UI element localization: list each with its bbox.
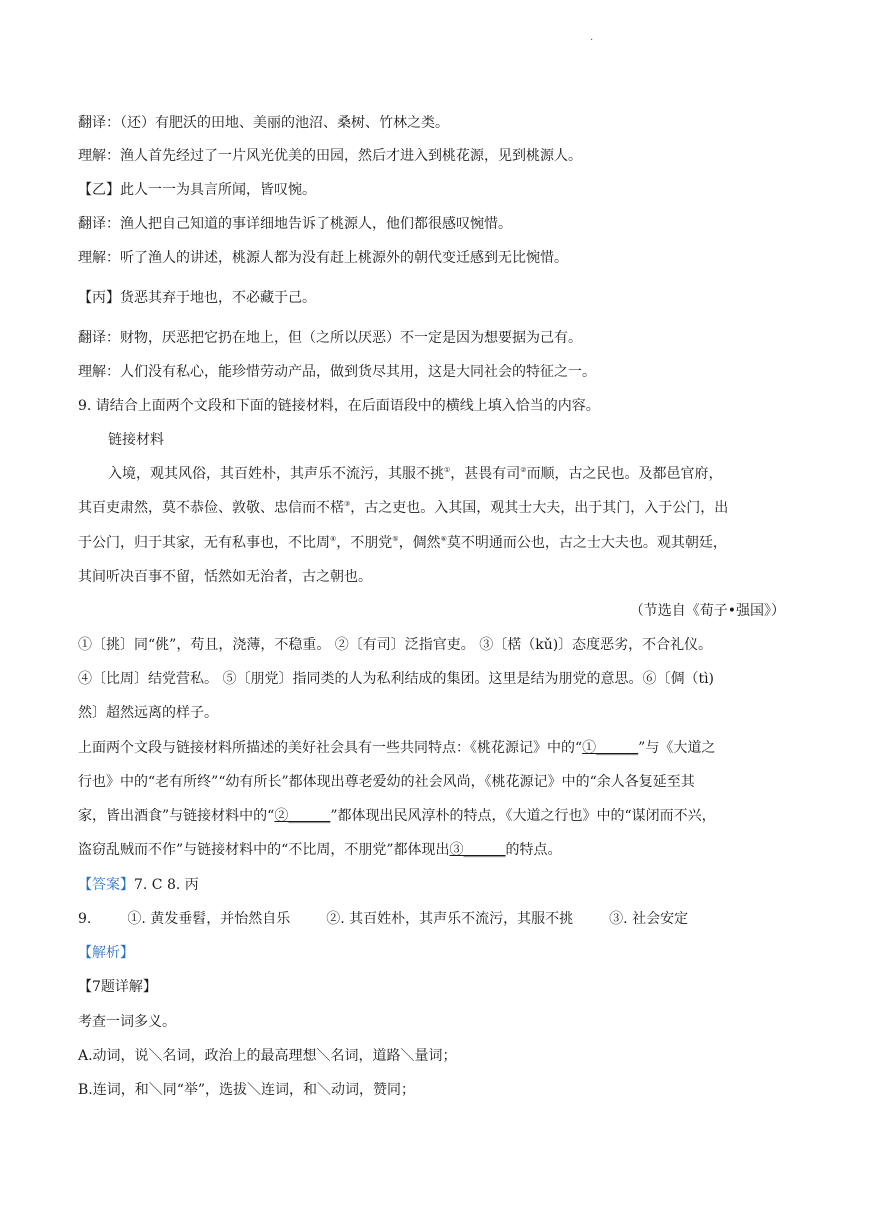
fill-paragraph-line-3: 家，皆出酒食”与链接材料中的“②______”都体现出民风淳朴的特点，《大道之行也》中的“谋闭而不兴， [78, 808, 716, 824]
answer-label: 【答案】 [78, 877, 134, 893]
answer-line [78, 875, 199, 895]
line-understanding-2: 理解：听了渔人的讲述，桃源人都为没有赶上桃源外的朝代变迁感到无比惋惜。 [78, 250, 568, 266]
question-9: 9. 请结合上面两个文段和下面的链接材料，在后面语段中的横线上填入恰当的内容。 [78, 398, 600, 414]
q7-line-3: B.连词，和＼同“举”，选拔＼连词，和＼动词，赞同； [78, 1082, 416, 1098]
footnote-ref-5: ⑤ [392, 535, 399, 543]
analysis-label: 【解析】 [78, 945, 134, 961]
line-yi-text: 【乙】此人一一为具言所闻，皆叹惋。 [78, 182, 316, 198]
passage-line-3: 于公门，归于其家，无有私事也，不比周④，不朋党⑤，倜然⑥莫不明通而公也，古之士大夫也。观其朝廷， [78, 535, 727, 551]
answer-text: 7. C 8. 丙 [134, 877, 199, 893]
blank-3[interactable]: ③______ [449, 842, 506, 858]
fill-paragraph-line-2: 行也》中的“老有所终”“幼有所长”都体现出尊老爱幼的社会风尚，《桃花源记》中的“余人各复延至其 [78, 774, 695, 790]
footnote-ref-2: ② [520, 466, 527, 474]
footnote-ref-1: ① [444, 466, 451, 474]
footnotes-line-2: ④〔比周〕结党营私。 ⑤〔朋党〕指同类的人为私利结成的集团。这里是结为朋党的意思。⑥〔倜（tì) [78, 671, 715, 687]
passage-line-1: 入境，观其风俗，其百姓朴，其声乐不流污，其服不挑①，甚畏有司②而顺，古之民也。及都邑官府， [108, 466, 723, 482]
footnote-ref-4: ④ [330, 535, 337, 543]
header-mark: . [590, 32, 594, 43]
passage-source: （节选自《荀子•强国》） [629, 603, 785, 619]
q7-line-2: A.动词，说＼名词，政治上的最高理想＼名词，道路＼量词； [78, 1048, 457, 1064]
footnotes-line-3: 然〕超然远离的样子。 [78, 705, 218, 721]
blank-2[interactable]: ②______ [274, 808, 331, 824]
passage-line-4: 其间听决百事不留，恬然如无治者，古之朝也。 [78, 569, 372, 585]
passage-line-2: 其百吏肃然，莫不恭俭、敦敬、忠信而不楛③，古之吏也。入其国，观其士大夫，出于其门，入于公门，出 [78, 500, 729, 516]
footnotes-line-1: ①〔挑〕同“佻”，苟且，浇薄，不稳重。 ②〔有司〕泛指官吏。 ③〔楛（kǔ)〕态度恶劣，不合礼仪。 [78, 637, 713, 653]
line-understanding-3: 理解：人们没有私心，能珍惜劳动产品，做到货尽其用，这是大同社会的特征之一。 [78, 364, 596, 380]
footnote-ref-6: ⑥ [440, 535, 447, 543]
q7-line-1: 考查一词多义。 [78, 1014, 176, 1030]
link-material-title: 链接材料 [108, 432, 164, 448]
fill-paragraph-line-4: 盗窃乱贼而不作”与链接材料中的“不比周，不朋党”都体现出③______的特点。 [78, 842, 562, 858]
line-understanding-1: 理解：渔人首先经过了一片风光优美的田园，然后才进入到桃花源，见到桃源人。 [78, 148, 582, 164]
line-bing-text: 【丙】货恶其弃于地也，不必藏于己。 [78, 290, 316, 306]
answer-9-line: 9. ①. 黄发垂髫，并怡然自乐 ②. 其百姓朴，其声乐不流污，其服不挑 ③. 社会安定 [78, 911, 689, 927]
line-translation-2: 翻译：渔人把自己知道的事详细地告诉了桃源人，他们都很感叹惋惜。 [78, 216, 512, 232]
line-translation-3: 翻译：财物，厌恶把它扔在地上，但（之所以厌恶）不一定是因为想要据为己有。 [78, 330, 582, 346]
blank-1[interactable]: ①______ [582, 740, 639, 756]
fill-paragraph-line-1: 上面两个文段与链接材料所描述的美好社会具有一些共同特点：《桃花源记》中的“①______”与《大道之 [78, 740, 716, 756]
q7-header: 【7题详解】 [78, 979, 157, 995]
footnote-ref-3: ③ [344, 500, 351, 508]
line-translation-1: 翻译：（还）有肥沃的田地、美丽的池沼、桑树、竹林之类。 [78, 115, 449, 131]
